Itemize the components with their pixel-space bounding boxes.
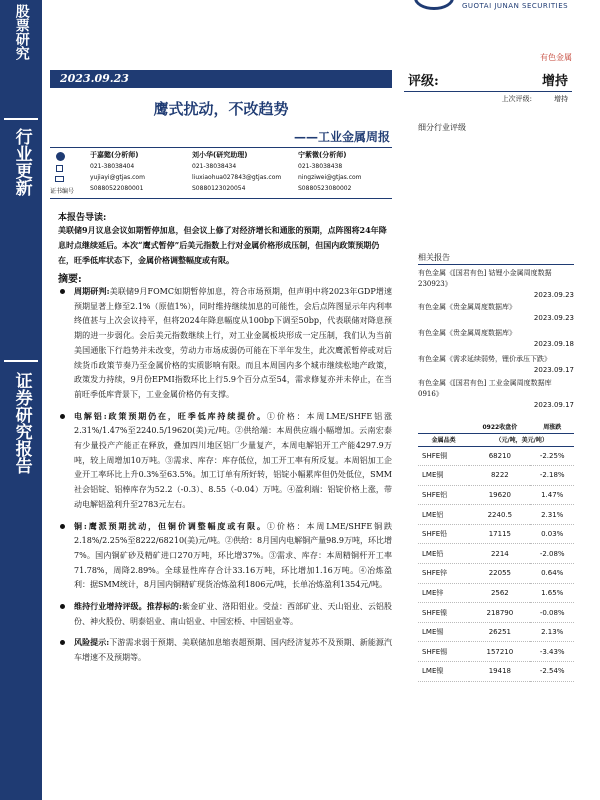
analyst-1: [90, 150, 145, 194]
metal-price: 157210: [486, 647, 514, 656]
metal-name: LME锌: [422, 588, 444, 597]
table-row: [418, 662, 574, 682]
col-metal-name: 金属品类: [418, 433, 469, 446]
related-report-title[interactable]: 有色金属《[国君有色] 钴锂小金属周度数据 230923》: [418, 269, 552, 288]
analyst-name: 宁紫微(分析师): [298, 151, 347, 159]
sidebar-mid-label: 行业更新: [11, 128, 32, 196]
metal-price: 2214: [490, 549, 509, 558]
related-report[interactable]: [418, 378, 574, 411]
metal-change: 0.64%: [541, 569, 564, 578]
rating-box: [404, 68, 572, 104]
col-unit: （元/吨，美元/吨）: [469, 433, 574, 446]
bullet-icon: [60, 414, 65, 419]
col-weekly-change: 周涨跌: [543, 423, 562, 431]
metal-change: -2.25%: [539, 451, 565, 460]
bullet-icon: [60, 289, 65, 294]
metal-name: SHFE锡: [422, 647, 448, 656]
metal-change: 0.03%: [541, 530, 564, 539]
metal-name: SHFE铜: [422, 451, 448, 460]
metal-name: SHFE锌: [422, 569, 448, 578]
metal-change: 2.13%: [541, 628, 564, 637]
bullet-icon: [60, 524, 65, 529]
related-report-date: 2023.09.17: [533, 366, 574, 374]
abstract-item: [58, 409, 392, 513]
related-report[interactable]: [418, 354, 574, 376]
abstract-item: [58, 635, 392, 665]
item-lead: 铜:鹰派预期扰动，但铜价调整幅度或有限。: [74, 520, 267, 531]
logo-mark-icon: [414, 0, 454, 10]
metal-name: LME铜: [422, 471, 444, 480]
company-logo: [404, 0, 600, 16]
analyst-phone: 021-38038434: [192, 163, 237, 170]
metal-price: 2240.5: [487, 510, 513, 519]
metal-change: -2.18%: [539, 471, 565, 480]
metal-price: 218790: [486, 608, 514, 617]
sidebar-divider: [4, 118, 38, 120]
mail-icon: [55, 176, 64, 182]
item-lead: 风险提示:: [74, 637, 110, 648]
analyst-3: [298, 150, 362, 194]
item-lead: 周期研判:: [74, 286, 110, 296]
metal-change: 1.47%: [541, 490, 564, 499]
table-row: [418, 583, 574, 603]
rating-rule: [404, 91, 572, 92]
metal-name: SHFE铅: [422, 530, 448, 539]
related-report-date: 2023.09.23: [533, 291, 574, 299]
metal-price: 26251: [488, 628, 511, 637]
analyst-cert: S0880522080001: [90, 185, 144, 192]
metal-price: 2562: [490, 588, 509, 597]
item-text: 紫金矿业、洛阳钼业。受益：西部矿业、天山铝业、云铝股份、神火股份、明泰铝业、南山铝业、中国宏桥、中国铝业等。: [74, 602, 392, 626]
related-report[interactable]: [418, 268, 574, 301]
related-rule: [418, 264, 574, 265]
related-report-date: 2023.09.23: [533, 314, 574, 322]
related-report-date: 2023.09.18: [533, 340, 574, 348]
table-row: [418, 446, 574, 466]
rating-value: 增持: [541, 74, 568, 89]
bullet-icon: [60, 640, 65, 645]
cert-label: 证书编号: [50, 188, 75, 195]
related-report-title[interactable]: 有色金属《贵金属周度数据库》: [418, 303, 516, 311]
guide-text: 美联储9月议息会议如期暂停加息，但会议上修了对经济增长和通胀的预期，点阵图将24年降息时点继续延后。本次“鹰式暂停”后美元指数上行对金属价格形成压制，但国内政策预期仍在，旺季低库状态下，金属价格调整幅度或有限。: [58, 225, 387, 265]
metal-name: LME镍: [422, 667, 444, 676]
metal-change: -2.54%: [539, 667, 565, 676]
item-lead: 维持行业增持评级。推荐标的:: [74, 601, 182, 612]
metal-price-table: [418, 420, 574, 682]
metal-price: 68210: [488, 451, 511, 460]
industry-tag: 有色金属: [540, 53, 572, 62]
metal-change: -2.08%: [539, 549, 565, 558]
related-report-title[interactable]: 有色金属《需求延续弱势，锂价承压下跌》: [418, 355, 551, 363]
analyst-block: [50, 147, 392, 199]
table-row: [418, 642, 574, 662]
analyst-email[interactable]: ningziwei@gtjas.com: [298, 174, 362, 181]
table-row: [418, 544, 574, 564]
sub-industry-rating: 细分行业评级: [418, 123, 466, 132]
last-rating-value: 增持: [554, 95, 568, 103]
abstract-title: 摘要:: [58, 274, 82, 285]
item-text: 美联储9月FOMC如期暂停加息，符合市场预期，但声明中将2023年GDP增速预期显著上修至2.1%（原值1%），同时维持继续加息的可能性，会后点阵图显示年内利率终值甚与上次会议持平，但将2024年降息幅度从100bp下调至50bp，代表联储对降息预期的进一步弱化。会后美元指数继续上行，对工业金属板块形成一定压制，我们认为当前美国通胀下行趋势并未改变，劳动力市场成弱仍可能在下半年发生，此次鹰派暂停或对后续货币政策节奏乃至金属价格的实质影响有限。而且本周国内多个城市继续松地产政策，政策发力持续，9月份EPMI指数环比上行5.9个百分点至54，需求修复亦并未停止，在当前旺季低库背景下，工业金属价格仍有支撑。: [74, 287, 393, 399]
related-report-title[interactable]: 有色金属《[国君有色] 工业金属周度数据库 0916》: [418, 379, 552, 398]
person-icon: [56, 152, 65, 161]
table-row: [418, 505, 574, 525]
related-report-date: 2023.09.17: [533, 401, 574, 409]
table-row: [418, 564, 574, 584]
metal-price: 19620: [488, 490, 511, 499]
rating-label: 评级:: [408, 74, 439, 89]
phone-icon: [56, 165, 63, 172]
abstract-item: [58, 284, 392, 403]
table-row: [418, 622, 574, 642]
sidebar-divider: [4, 360, 38, 362]
metal-price: 17115: [488, 530, 511, 539]
table-row: [418, 603, 574, 623]
related-report[interactable]: [418, 302, 574, 324]
item-text: ①价格：本周LME/SHFE铝涨2.31%/1.47%至2240.5/19620(美)元/吨。②供给端：本周供应端小幅增加。云南宏泰有少量投产产能正在释放，叠加四川地区铝厂少量复产，本周电解铝开工产能4297.9万吨，较上周增加10万吨。③需求、库存：库存低位，加工开工率有所反复。本周铝加工企业开工率环比上升0.3%至63.5%。加工订单有所好转，铝锭小幅累库但仍处低位，SMM社会铝锭、铝棒库存为52.2（-0.3）、8.55（-0.04）万吨。④盈利端：铝锭价格上涨，带动电解铝盈利升至2783元左右。: [74, 411, 392, 509]
analyst-name: 于嘉懿(分析师): [90, 151, 139, 159]
analyst-phone: 021-38038438: [298, 163, 343, 170]
col-close-date: 0922收盘价: [482, 423, 518, 431]
metal-change: -3.43%: [539, 647, 565, 656]
abstract-list: [58, 284, 392, 672]
metal-change: 2.31%: [541, 510, 564, 519]
metal-name: SHFE铝: [422, 490, 448, 499]
analyst-email[interactable]: yujiayi@gtjas.com: [90, 174, 145, 181]
analyst-name: 刘小华(研究助理): [192, 151, 248, 159]
metal-name: SHFE镍: [422, 608, 448, 617]
metal-change: 1.65%: [541, 588, 564, 597]
item-text: ①价格：本周LME/SHFE铜跌2.18%/2.25%至8222/68210(美)元/吨。②供给：8月国内电解铜产量98.9万吨，环比增7%。国内铜矿砂及精矿进口270万吨，环比增37%。③需求、库存：本周精铜杆开工率71.78%，周降2.89%。全球显性库存合计33.16万吨，环比增加1.16万吨。④冶炼盈利：据SMM统计，8月国内铜精矿现货冶炼盈利1806元/吨，长单冶炼盈利1354元/吨。: [74, 521, 392, 590]
analyst-2: [192, 150, 281, 194]
sidebar-top-label: 股票研究: [13, 4, 30, 60]
sidebar-bottom-label: 证券研究报告: [11, 372, 32, 474]
analyst-email[interactable]: liuxiaohua027843@gtjas.com: [192, 174, 282, 181]
report-title: 鹰式扰动，不改趋势: [153, 100, 289, 118]
related-report-title[interactable]: 有色金属《贵金属周度数据库》: [418, 329, 516, 337]
item-text: 下游需求弱于预期、美联储加息缩表超预期、国内经济复苏不及预期、新能源汽车增速不及预期等。: [74, 638, 392, 663]
analyst-phone: 021-38038404: [90, 163, 135, 170]
table-row: [418, 485, 574, 505]
metal-name: LME锡: [422, 628, 444, 637]
metal-price: 8222: [490, 471, 509, 480]
analyst-cert: S0880523080002: [298, 185, 352, 192]
metal-price: 22055: [488, 569, 511, 578]
metal-name: LME铝: [422, 510, 444, 519]
metal-price: 19418: [488, 667, 511, 676]
item-lead: 电解铝:政策预期仍在，旺季低库持续提价。: [74, 410, 267, 421]
report-date: 2023.09.23: [50, 70, 392, 88]
related-reports-title: 相关报告: [418, 253, 450, 262]
abstract-item: [58, 519, 392, 594]
metal-change: -0.08%: [539, 608, 565, 617]
table-row: [418, 466, 574, 486]
report-subtitle: ——工业金属周报: [293, 130, 390, 144]
abstract-item: [58, 599, 392, 629]
last-rating-label: 上次评级:: [501, 95, 532, 103]
guide-title: 本报告导读:: [58, 213, 107, 223]
logo-name: GUOTAI JUNAN SECURITIES: [462, 2, 569, 10]
table-row: [418, 524, 574, 544]
related-report[interactable]: [418, 328, 574, 350]
sidebar: [0, 0, 42, 800]
analyst-cert: S0880123020054: [192, 185, 246, 192]
bullet-icon: [60, 604, 65, 609]
metal-name: LME铅: [422, 549, 444, 558]
